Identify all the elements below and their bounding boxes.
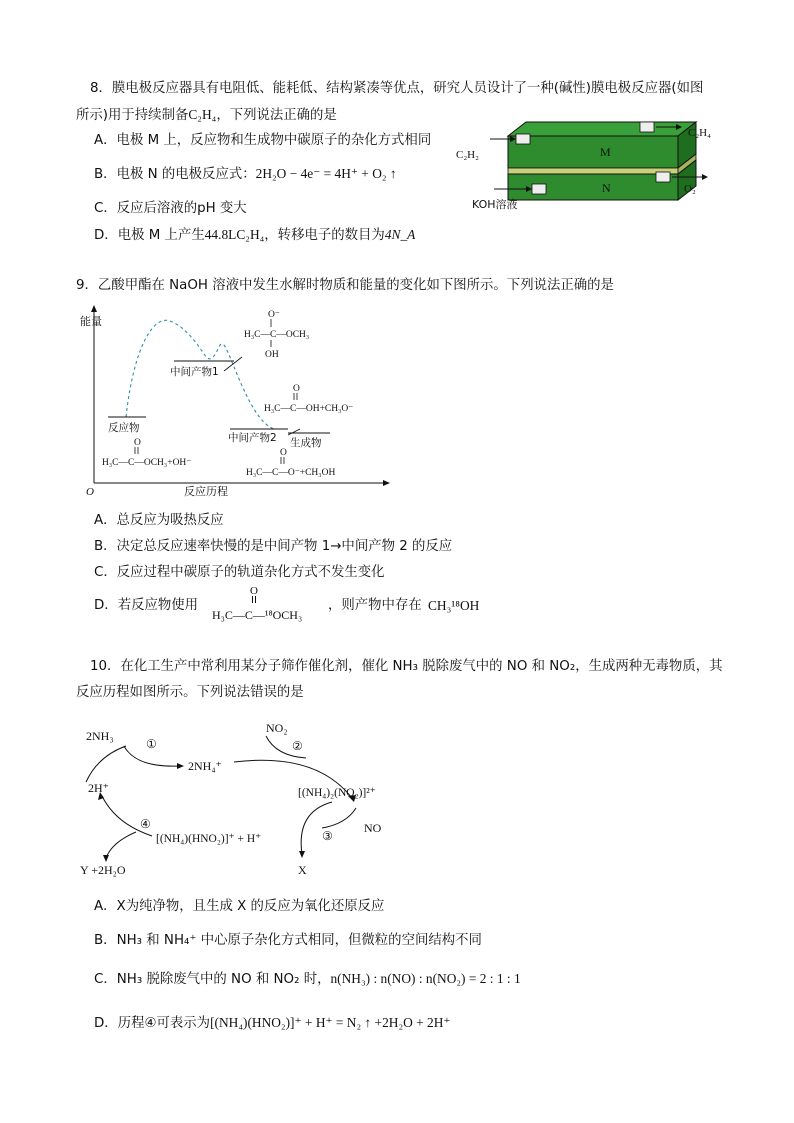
q8-fig-koh-label: KOH溶液 <box>472 198 518 211</box>
q9-origin-label: O <box>86 486 94 498</box>
q10-option-d-equation: [(NH₄)(HNO₂)]⁺ + H⁺ = N₂ ↑ +2H₂O + 2H⁺ <box>210 1015 451 1030</box>
q9-x-axis-label: 反应历程 <box>184 485 228 498</box>
q10-option-d <box>94 1014 450 1033</box>
q10-fig-nh4: 2NH₄⁺ <box>188 759 222 773</box>
q8-stem-line2 <box>76 106 337 125</box>
q9-reactant-struct-mid: H₃C—C—OCH₃+OH⁻ <box>102 458 192 468</box>
q8-option-d-pre: D．电极 M 上产生 <box>94 228 205 243</box>
q9-y-axis-label: 能量 <box>80 315 102 328</box>
q10-fig-step1: ① <box>146 737 157 751</box>
q8-inlet-pipe-c2h2 <box>516 134 530 144</box>
q10-stem-line2: 反应历程如图所示。下列说法错误的是 <box>76 685 304 700</box>
q10-fig-no: NO <box>364 821 382 835</box>
q8-stem-line1: 8．膜电极反应器具有电阻低、能耗低、结构紧凑等优点，研究人员设计了一种(碱性)膜电极反应器(如图 <box>90 81 704 96</box>
q8-option-b-pre: B．电极 N 的电极反应式： <box>94 167 256 182</box>
q9-energy-diagram <box>74 305 394 500</box>
q10-fig-nh3: 2NH₃ <box>86 729 114 743</box>
q9-option-d-struct-mid: H₃C—C—¹⁸OCH₃ <box>212 608 303 622</box>
q9-reactant-struct-top: O <box>134 438 141 448</box>
q9-intermediate2-label: 中间产物2 <box>228 432 277 444</box>
q8-fig-electrode-m-label: M <box>600 145 611 159</box>
q9-product-struct-mid: H₃C—C—O⁻+CH₃OH <box>246 468 336 478</box>
q8-option-b <box>94 165 397 184</box>
q8-stem-c2h4: C₂H₄ <box>188 107 217 122</box>
q10-fig-step4: ④ <box>140 817 151 831</box>
q8-stem-line2-pre: 所示)用于持续制备 <box>76 108 189 123</box>
q10-option-c-pre: C．NH₃ 脱除废气中的 NO 和 NO₂ 时， <box>94 972 331 987</box>
q10-stem-line1: 10．在化工生产中常利用某分子筛作催化剂，催化 NH₃ 脱除废气中的 NO 和 NO₂，生成两种无毒物质，其 <box>90 659 723 674</box>
q10-option-a: A．X为纯净物，且生成 X 的反应为氧化还原反应 <box>94 899 385 914</box>
q8-reactor-figure <box>450 112 740 222</box>
q8-outlet-pipe-c2h4 <box>640 122 654 132</box>
q8-outlet-pipe-o2 <box>656 172 670 182</box>
q9-inter2-struct-top: O <box>293 384 300 394</box>
q10-fig-complex1: [(NH₄)₂(NO₂)]²⁺ <box>298 787 376 799</box>
q10-fig-complex2: [(NH₄)(HNO₂)]⁺ + H⁺ <box>156 833 262 845</box>
q10-fig-step3: ③ <box>322 829 333 843</box>
q8-option-d-na: 4N_A <box>384 227 416 242</box>
q9-inter1-struct-mid: H₃C—C—OCH₃ <box>244 330 310 340</box>
q8-option-d-post: ，转移电子的数目为 <box>264 228 385 243</box>
q8-membrane <box>508 168 678 174</box>
q10-fig-y: Y +2H₂O <box>80 863 126 877</box>
q8-option-b-equation: 2H₂O − 4e⁻ = 4H⁺ + O₂ ↑ <box>255 166 397 181</box>
q9-option-d-pre: D．若反应物使用 <box>94 598 199 613</box>
q8-option-a: A．电极 M 上，反应物和生成物中碳原子的杂化方式相同 <box>94 133 432 148</box>
q10-reaction-cycle-figure <box>76 712 406 882</box>
q10-option-c-equation: n(NH₃) : n(NO) : n(NO₂) = 2 : 1 : 1 <box>330 971 521 986</box>
q10-fig-hplus: 2H⁺ <box>88 781 109 795</box>
q10-option-c <box>94 970 521 989</box>
q8-inlet-pipe-koh <box>532 184 546 194</box>
q10-option-d-pre: D．历程④可表示为 <box>94 1016 211 1031</box>
q10-option-b: B．NH₃ 和 NH₄⁺ 中心原子杂化方式相同，但微粒的空间结构不同 <box>94 933 482 948</box>
q10-fig-step2: ② <box>292 739 303 753</box>
q8-fig-c2h2-label: C₂H₂ <box>456 149 479 161</box>
q10-fig-no2: NO₂ <box>266 721 288 735</box>
q9-option-d-product: CH₃¹⁸OH <box>428 598 480 613</box>
q9-stem: 9．乙酸甲酯在 NaOH 溶液中发生水解时物质和能量的变化如下图所示。下列说法正确的是 <box>76 278 614 293</box>
q8-electrode-m-top <box>508 122 696 136</box>
q9-inter1-struct-bot: OH <box>265 350 279 360</box>
q9-option-a: A．总反应为吸热反应 <box>94 513 224 528</box>
q9-reactant-label: 反应物 <box>108 422 140 434</box>
q8-fig-c2h4-label: C₂H₄ <box>688 127 711 139</box>
q9-option-c: C．反应过程中碳原子的轨道杂化方式不发生变化 <box>94 565 385 580</box>
q9-intermediate1-label: 中间产物1 <box>170 366 219 378</box>
q9-option-b: B．决定总反应速率快慢的是中间产物 1→中间产物 2 的反应 <box>94 539 453 554</box>
q8-stem-line2-post: ，下列说法正确的是 <box>216 108 337 123</box>
q8-option-d <box>94 226 415 245</box>
q8-fig-electrode-n-label: N <box>602 181 611 195</box>
q8-option-c: C．反应后溶液的pH 变大 <box>94 201 247 216</box>
q9-option-d-struct-top: O <box>250 585 258 597</box>
q9-inter1-struct-top: O⁻ <box>268 310 280 320</box>
q8-fig-o2-label: O₂ <box>684 183 696 195</box>
q9-product-label: 生成物 <box>290 437 322 449</box>
q9-inter2-struct-mid: H₃C—C—OH+CH₃O⁻ <box>264 404 354 414</box>
q9-product-struct-top: O <box>280 448 287 458</box>
q8-option-d-value: 44.8LC₂H₄ <box>204 227 265 242</box>
q10-fig-x: X <box>298 863 307 877</box>
q9-option-d-post: ，则产物中存在 <box>328 598 422 613</box>
q8-electrode-m-front <box>508 136 678 168</box>
